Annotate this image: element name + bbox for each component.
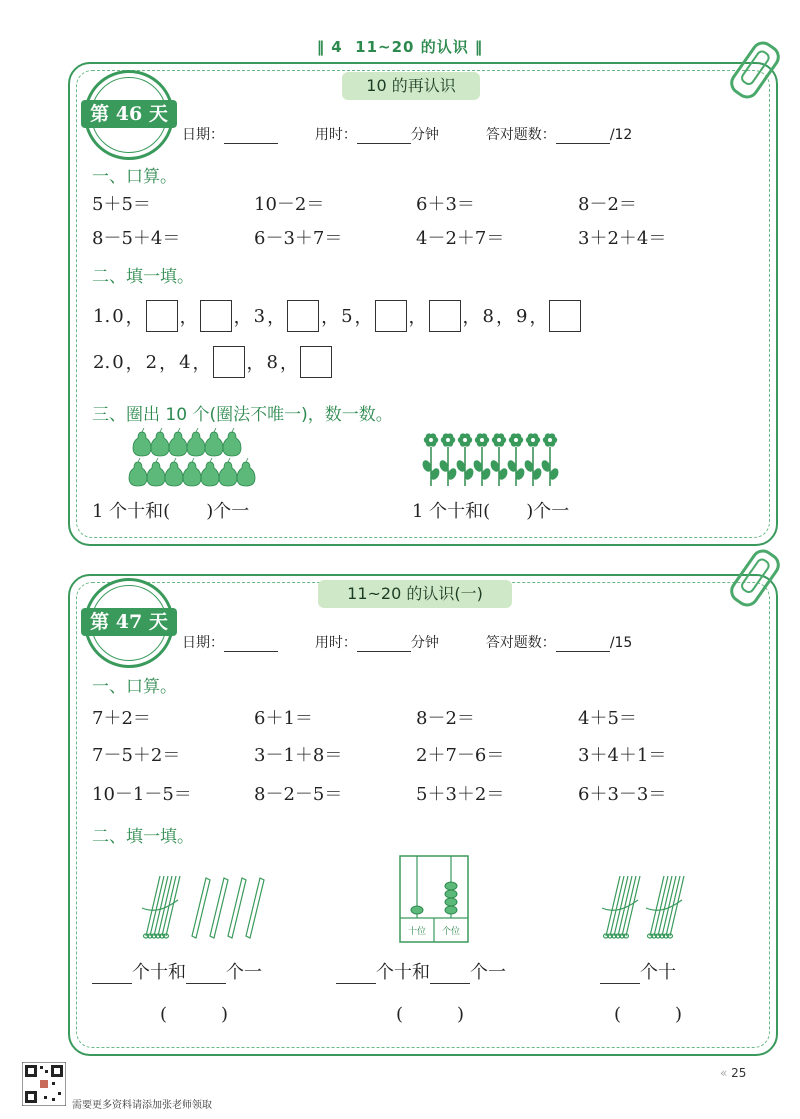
- time-blank[interactable]: [357, 129, 411, 144]
- answer-text: 个十: [640, 962, 676, 983]
- oral-problem: 8－5＋4＝: [92, 228, 181, 249]
- comma: ，: [125, 353, 144, 374]
- stick-bundle-icon: [602, 876, 640, 938]
- pear-icon: [187, 432, 205, 456]
- comma: ，: [408, 307, 427, 328]
- answer-box[interactable]: [375, 300, 407, 332]
- oral-problem: 6－3＋7＝: [254, 228, 343, 249]
- sequence-number: 9: [516, 305, 528, 327]
- pear-icon: [201, 462, 219, 486]
- comma: ，: [125, 307, 144, 328]
- pear-icon: [223, 432, 241, 456]
- sequence-number: 8: [482, 305, 494, 327]
- comma: ，: [529, 307, 548, 328]
- sequence-number: 0: [112, 305, 124, 327]
- flower-icon: [489, 433, 509, 486]
- day-46-badge-label: 第 46 天: [81, 100, 177, 128]
- day-46-title: 10 的再认识: [342, 72, 480, 100]
- answer-blank[interactable]: [600, 965, 640, 984]
- score-total: /15: [609, 635, 633, 651]
- oral-problem: 2＋7－6＝: [416, 745, 505, 766]
- oral-problem: 7＋2＝: [92, 708, 151, 729]
- two-stick-bundles-illustration: [600, 874, 700, 946]
- time-label: 用时：: [314, 635, 357, 651]
- answer-text: 个十和: [376, 962, 430, 983]
- sequence-number: 3: [253, 305, 266, 327]
- sequence-number: 0: [112, 351, 124, 373]
- answer-paren[interactable]: ( ): [160, 1004, 229, 1025]
- time-blank[interactable]: [357, 637, 411, 652]
- answer-text: 个一: [226, 962, 262, 983]
- flower-icon: [455, 433, 475, 486]
- fill-answer-3: [600, 958, 676, 984]
- oral-problem: 8－2＝: [578, 194, 637, 215]
- oral-problem: 5＋5＝: [92, 194, 151, 215]
- day-46-meta: [182, 124, 662, 144]
- comma: ，: [192, 353, 211, 374]
- answer-box[interactable]: [549, 300, 581, 332]
- pear-icon: [237, 462, 255, 486]
- score-label: 答对题数：: [485, 127, 556, 143]
- comma: ，: [246, 353, 265, 374]
- count-answer: 1 个十和( )个一: [92, 501, 250, 522]
- score-label: 答对题数：: [485, 635, 556, 651]
- comma: ，: [159, 353, 178, 374]
- oral-problem: 6＋3＝: [416, 194, 475, 215]
- oral-problem: 10－2＝: [254, 194, 325, 215]
- pear-icon: [151, 432, 169, 456]
- day-47-badge-label: 第 47 天: [81, 608, 177, 636]
- abacus-illustration: [398, 852, 470, 944]
- score-total: /12: [609, 127, 633, 143]
- answer-box[interactable]: [287, 300, 319, 332]
- flower-icon: [438, 433, 458, 486]
- fill-answer-2: [336, 958, 506, 984]
- sequence-number: 8: [266, 351, 278, 373]
- oral-problem: 10－1－5＝: [92, 784, 192, 805]
- stick-bundle-and-sticks-illustration: [140, 874, 270, 946]
- section-heading: 三、圈出 10 个(圈法不唯一)，数一数。: [92, 405, 393, 425]
- score-blank[interactable]: [556, 637, 610, 652]
- comma: ，: [267, 307, 286, 328]
- oral-problem: 6＋3－3＝: [578, 784, 667, 805]
- answer-box[interactable]: [146, 300, 178, 332]
- oral-problem: 4＋5＝: [578, 708, 637, 729]
- section-heading: 二、填一填。: [92, 267, 194, 287]
- oral-problem: 8－2－5＝: [254, 784, 343, 805]
- pear-icon: [165, 462, 183, 486]
- pear-icon: [129, 462, 147, 486]
- answer-text: 个十和: [132, 962, 186, 983]
- day-47-meta: [182, 632, 662, 652]
- flower-icon: [506, 433, 526, 486]
- oral-problem: 7－5＋2＝: [92, 745, 181, 766]
- footer-note: 需要更多资料请添加张老师领取: [72, 1100, 212, 1111]
- answer-box[interactable]: [429, 300, 461, 332]
- date-blank[interactable]: [224, 637, 278, 652]
- flowers-illustration: [422, 430, 560, 490]
- flower-icon: [422, 433, 441, 486]
- oral-problem: 4－2＋7＝: [416, 228, 505, 249]
- answer-paren[interactable]: ( ): [614, 1004, 683, 1025]
- comma: ，: [233, 307, 252, 328]
- stick-icon: [192, 878, 210, 938]
- time-unit: 分钟: [410, 635, 439, 651]
- comma: ，: [179, 307, 198, 328]
- section-heading: 二、填一填。: [92, 827, 194, 847]
- stick-icon: [228, 878, 246, 938]
- sequence-label: 2.: [93, 351, 111, 373]
- fill-answer-1: [92, 958, 262, 984]
- flower-icon: [523, 433, 543, 486]
- flower-icon: [472, 433, 492, 486]
- flower-icon: [540, 433, 560, 486]
- day-47-badge: [84, 578, 174, 668]
- date-blank[interactable]: [224, 129, 278, 144]
- answer-blank[interactable]: [186, 965, 226, 984]
- answer-box[interactable]: [200, 300, 232, 332]
- score-blank[interactable]: [556, 129, 610, 144]
- comma: ，: [321, 307, 340, 328]
- comma: ，: [462, 307, 481, 328]
- answer-text: 个一: [470, 962, 506, 983]
- comma: ，: [354, 307, 373, 328]
- oral-problem: 3＋2＋4＝: [578, 228, 667, 249]
- stick-bundle-icon: [142, 876, 180, 938]
- oral-problem: 5＋3＋2＝: [416, 784, 505, 805]
- comma: ，: [280, 353, 298, 374]
- sequence-label: 1.: [93, 305, 111, 327]
- pear-icon: [133, 432, 151, 456]
- pears-illustration: [128, 428, 258, 494]
- chapter-header: ‖ 4 11~20 的认识 ‖: [316, 38, 484, 56]
- comma: ，: [496, 307, 514, 328]
- chapter-title: 11~20 的认识: [355, 38, 469, 56]
- pear-icon: [147, 462, 165, 486]
- answer-paren[interactable]: ( ): [396, 1004, 465, 1025]
- abacus-label: 个位: [441, 927, 461, 937]
- answer-blank[interactable]: [430, 965, 470, 984]
- abacus-label: 十位: [407, 927, 427, 937]
- answer-box[interactable]: [213, 346, 245, 378]
- oral-problem: 3＋4＋1＝: [578, 745, 667, 766]
- chapter-number: 4: [331, 38, 343, 56]
- date-label: 日期：: [182, 127, 224, 143]
- sequence-number: 2: [145, 351, 158, 373]
- fill-sequence-1: [92, 300, 582, 332]
- pear-icon: [219, 462, 237, 486]
- time-unit: 分钟: [410, 127, 439, 143]
- stick-icon: [246, 878, 264, 938]
- count-answer: 1 个十和( )个一: [412, 501, 570, 522]
- time-label: 用时：: [314, 127, 357, 143]
- section-heading: 一、口算。: [92, 677, 177, 697]
- pear-icon: [205, 432, 223, 456]
- stick-icon: [210, 878, 228, 938]
- page-number: [720, 1066, 746, 1080]
- qr-code-icon: [22, 1062, 66, 1106]
- oral-problem: 6＋1＝: [254, 708, 313, 729]
- day-46-badge: [84, 70, 174, 160]
- section-heading: 一、口算。: [92, 167, 177, 187]
- day-47-title: 11~20 的认识(一): [318, 580, 512, 608]
- sequence-number: 4: [179, 351, 191, 373]
- answer-blank[interactable]: [336, 965, 376, 984]
- fill-sequence-2: [92, 346, 333, 378]
- sequence-number: 5: [341, 305, 353, 327]
- answer-blank[interactable]: [92, 965, 132, 984]
- oral-problem: 8－2＝: [416, 708, 475, 729]
- oral-problem: 3－1＋8＝: [254, 745, 343, 766]
- answer-box[interactable]: [300, 346, 332, 378]
- pear-icon: [169, 432, 187, 456]
- page-number-text: 25: [731, 1066, 747, 1080]
- page-marker: «: [720, 1066, 728, 1080]
- date-label: 日期：: [182, 635, 224, 651]
- stick-bundle-icon: [646, 876, 684, 938]
- pear-icon: [183, 462, 201, 486]
